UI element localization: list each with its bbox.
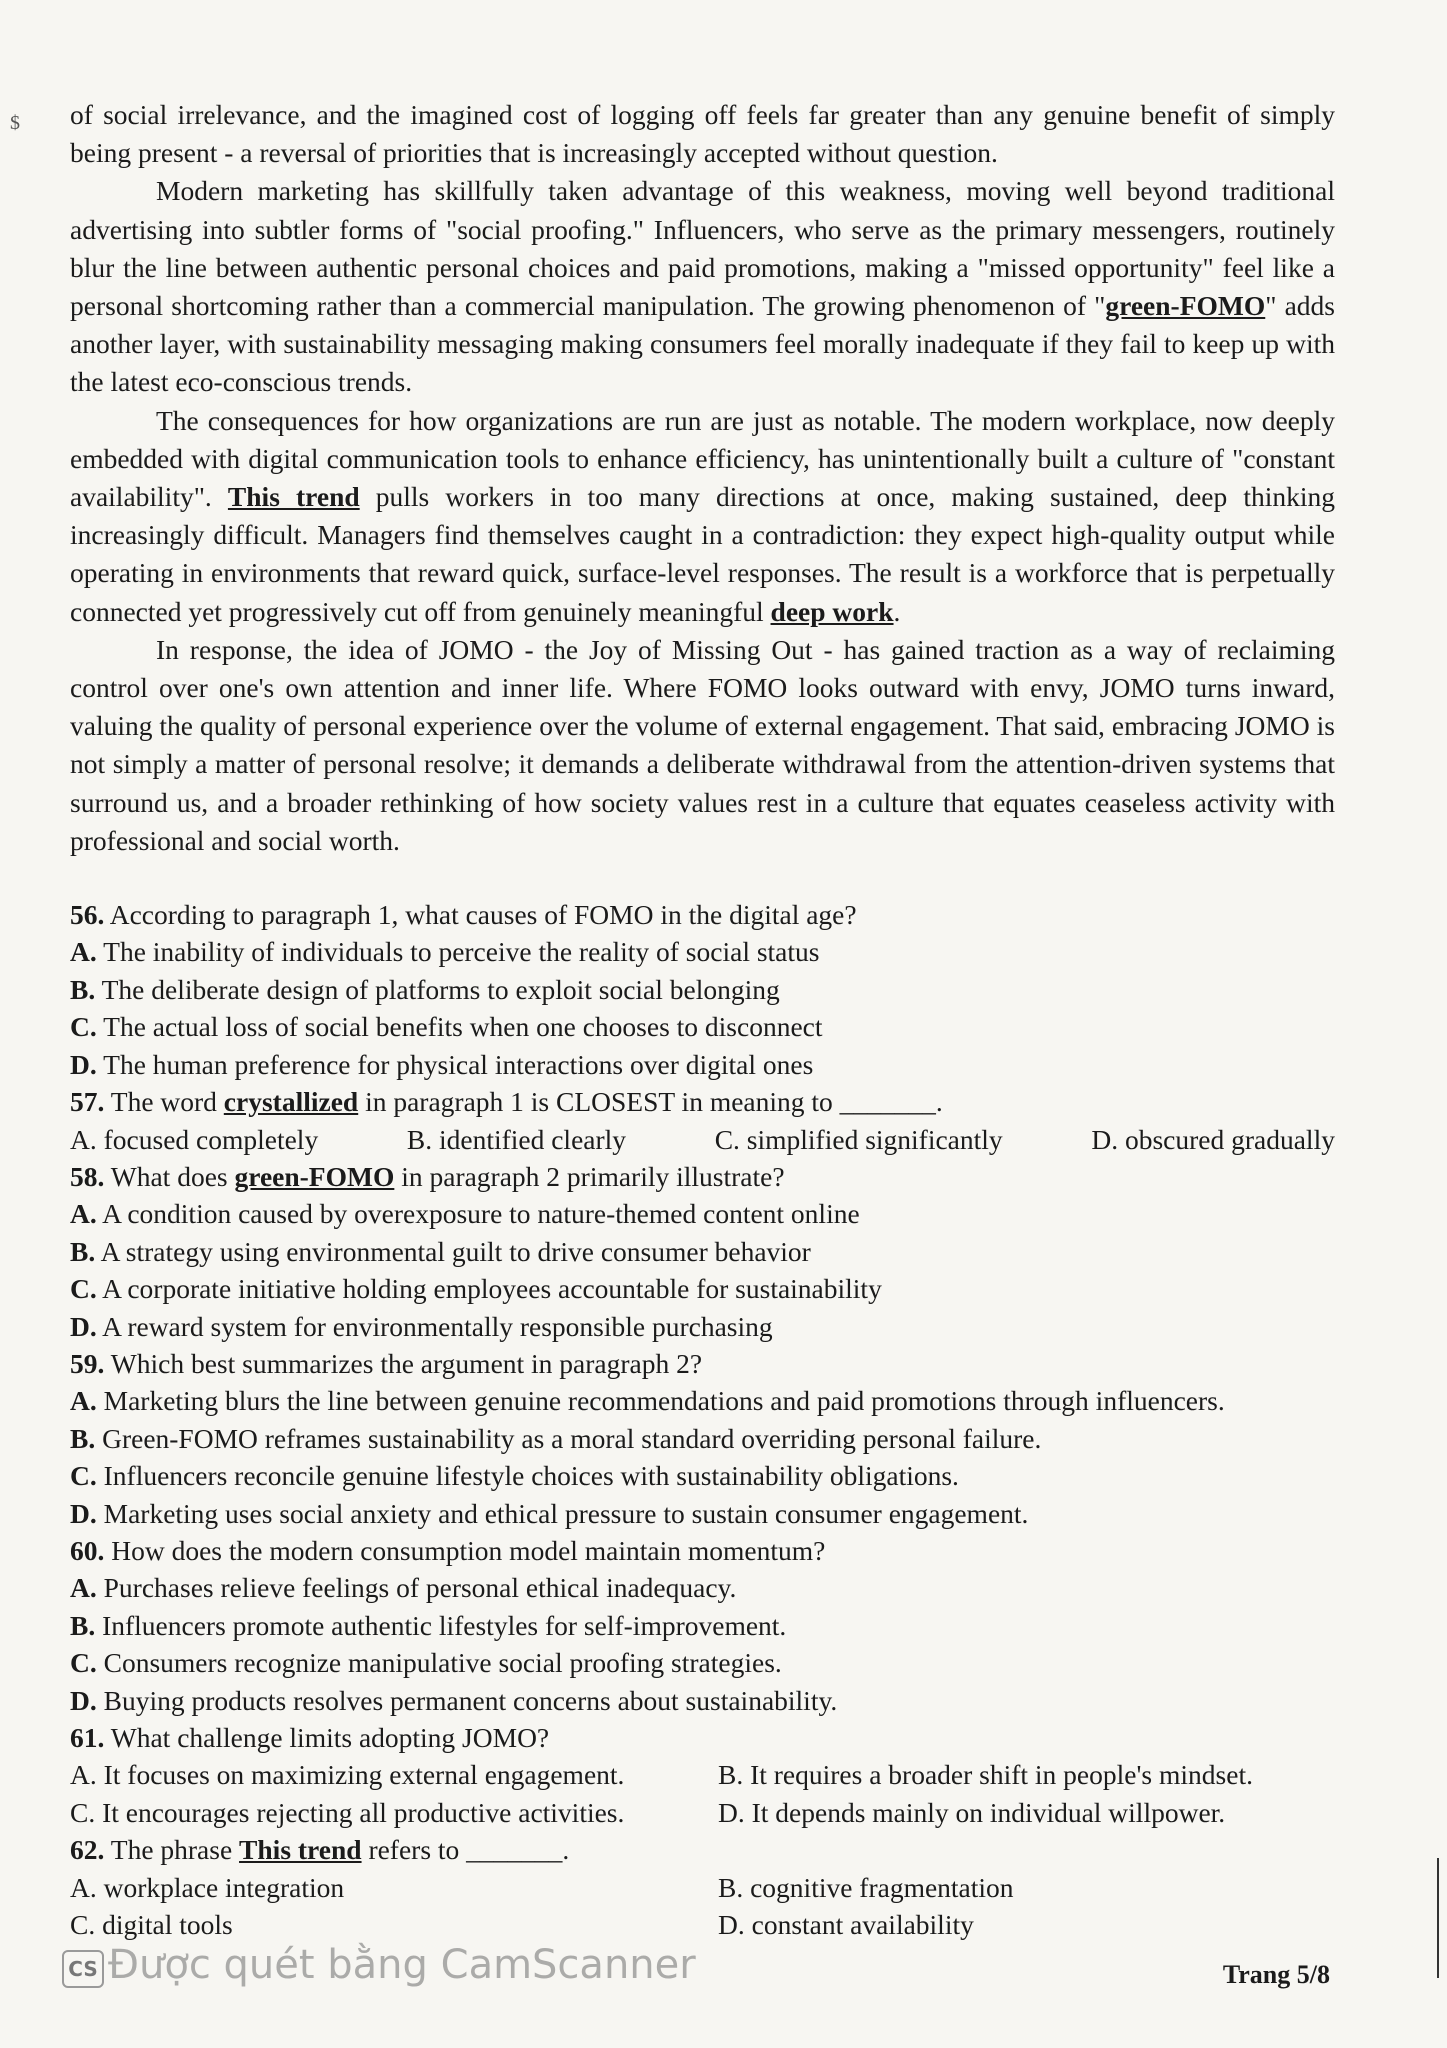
passage-paragraph-1-tail: of social irrelevance, and the imagined cost of logging off feels far greater than any genuine benefit of simply being present - a reversal of priorities that is increasingly accepted without question. [70, 99, 1335, 169]
p3-text-a: The consequences for how organizations are run are just as notable. The modern workplace, now deeply embedded with digital communication tools to enhance efficiency, has unintentionally built a culture of "constant availability". [70, 404, 1335, 513]
option-row [70, 1756, 1335, 1793]
question-60 [70, 1532, 1335, 1719]
option-b: B. identified clearly [406, 1123, 627, 1155]
underlined-this-trend: This trend [227, 481, 360, 513]
option-c: C. The actual loss of social benefits when one chooses to disconnect [70, 1011, 823, 1043]
option-b: B. Influencers promote authentic lifestyles for self-improvement. [70, 1609, 787, 1641]
option-a: A. It focuses on maximizing external engagement. [70, 1759, 625, 1791]
camscanner-logo-icon: CS [62, 1950, 104, 1988]
option-a: A. focused completely [70, 1123, 319, 1155]
option-row [70, 1869, 1335, 1906]
option-c: C. simplified significantly [714, 1123, 1003, 1155]
page-number: Trang 5/8 [1222, 1960, 1330, 1989]
option-b: B. cognitive fragmentation [718, 1871, 1014, 1903]
option-a: A. workplace integration [70, 1871, 345, 1903]
question-number: 60. [70, 1534, 105, 1566]
question-number: 59. [70, 1347, 105, 1379]
option-d: D. Marketing uses social anxiety and ethical pressure to sustain consumer engagement. [70, 1497, 1029, 1529]
passage-paragraph-3 [70, 402, 1335, 631]
underlined-crystallized: crystallized [223, 1086, 359, 1118]
underlined-deep-work: deep work [770, 595, 894, 627]
question-56 [70, 896, 1335, 1083]
question-text: What challenge limits adopting JOMO? [110, 1722, 550, 1753]
question-59 [70, 1345, 1335, 1532]
option-d: D. Buying products resolves permanent concerns about sustainability. [70, 1684, 838, 1716]
option-c: C. digital tools [70, 1909, 233, 1941]
option-a: A. The inability of individuals to perceive the reality of social status [70, 936, 820, 968]
p2-text-b: " adds another layer, with sustainability messaging making consumers feel morally inadequate if they fail to keep up with the latest eco-conscious trends. [70, 290, 1335, 398]
question-number: 58. [70, 1160, 105, 1192]
option-b: B. Green-FOMO reframes sustainability as a moral standard overriding personal failure. [70, 1422, 1042, 1454]
option-row [70, 1906, 1335, 1943]
underlined-this-trend-q: This trend [239, 1834, 362, 1866]
option-c: C. It encourages rejecting all productive activities. [70, 1796, 625, 1828]
option-d: D. It depends mainly on individual willpower. [718, 1796, 1226, 1828]
option-c: C. Influencers reconcile genuine lifestyle choices with sustainability obligations. [70, 1460, 959, 1492]
corner-mark: $ [10, 112, 20, 134]
question-number: 57. [70, 1086, 105, 1118]
question-number: 62. [70, 1834, 105, 1866]
option-b: B. It requires a broader shift in people's mindset. [718, 1759, 1253, 1791]
passage-paragraph-4: In response, the idea of JOMO - the Joy of Missing Out - has gained traction as a way of reclaiming control over one's own attention and inner life. Where FOMO looks outward with envy, JOMO turns inward, valuing the quality of personal experience over the volume of external engagement. That said, embracing JOMO is not simply a matter of personal resolve; it demands a deliberate withdrawal from the attention-driven systems that surround us, and a broader rethinking of how society values rest in a culture that equates ceaseless activity with professional and social worth. [70, 633, 1335, 856]
document-page [70, 96, 1335, 1943]
underlined-green-fomo-q: green-FOMO [234, 1160, 395, 1192]
option-d: D. A reward system for environmentally responsible purchasing [70, 1310, 773, 1342]
scan-edge-line [1437, 1858, 1439, 1978]
option-b: B. The deliberate design of platforms to exploit social belonging [70, 973, 780, 1005]
option-b: B. A strategy using environmental guilt to drive consumer behavior [70, 1235, 811, 1267]
question-58: 58. What does green-FOMO in paragraph 2 primarily illustrate? A. A condition caused by overexposure to nature-themed content online B. A strategy using environmental guilt to drive consumer behavior C. A corporate initiative holding employees accountable for sustainability D. A reward system for environmentally responsible purchasing [70, 1158, 1335, 1345]
question-list [70, 896, 1335, 1943]
option-d: D. obscured gradually [1091, 1123, 1335, 1155]
question-text: Which best summarizes the argument in paragraph 2? [110, 1347, 703, 1379]
p3-text-b: pulls workers in too many directions at once, making sustained, deep thinking increasingly difficult. Managers find themselves caught in a contradiction: they expect high-quality output while operating in environments that reward quick, surface-level responses. The result is a workforce that is perpetually connected yet progressively cut off from genuinely meaningful [70, 481, 1336, 627]
question-62: 62. The phrase This trend refers to _______. A. workplace integration B. cognitive fragmentation C. digital tools D. constant availability [70, 1831, 1335, 1943]
question-text: According to paragraph 1, what causes of FOMO in the digital age? [109, 899, 857, 931]
option-row [70, 1121, 1335, 1158]
option-a: A. A condition caused by overexposure to nature-themed content online [70, 1198, 860, 1230]
question-61 [70, 1719, 1335, 1831]
question-text: How does the modern consumption model maintain momentum? [111, 1534, 826, 1566]
passage-paragraph-2 [70, 172, 1335, 401]
option-d: D. The human preference for physical interactions over digital ones [70, 1048, 814, 1080]
option-a: A. Marketing blurs the line between genuine recommendations and paid promotions through influencers. [70, 1385, 1225, 1417]
page-footer [62, 1942, 1352, 2002]
question-57: 57. The word crystallized in paragraph 1 is CLOSEST in meaning to _______. A. focused completely B. identified clearly C. simplified significantly D. obscured gradually [70, 1083, 1335, 1158]
p2-text-a: Modern marketing has skillfully taken advantage of this weakness, moving well beyond traditional advertising into subtler forms of "social proofing." Influencers, who serve as the primary messengers, routinely blur the line between authentic personal choices and paid promotions, making a "missed opportunity" feel like a personal shortcoming rather than a commercial manipulation. The growing phenomenon of " [70, 175, 1335, 322]
option-a: A. Purchases relieve feelings of personal ethical inadequacy. [70, 1572, 737, 1604]
option-c: C. A corporate initiative holding employees accountable for sustainability [70, 1273, 882, 1305]
option-d: D. constant availability [718, 1909, 974, 1941]
p3-text-c: . [893, 595, 901, 627]
option-c: C. Consumers recognize manipulative social proofing strategies. [70, 1647, 782, 1679]
question-number: 56. [70, 899, 105, 931]
option-row [70, 1794, 1335, 1831]
scanner-watermark: Được quét bằng CamScanner [108, 1942, 696, 1988]
question-number: 61. [70, 1722, 105, 1753]
underlined-green-fomo: green-FOMO [1105, 290, 1266, 322]
